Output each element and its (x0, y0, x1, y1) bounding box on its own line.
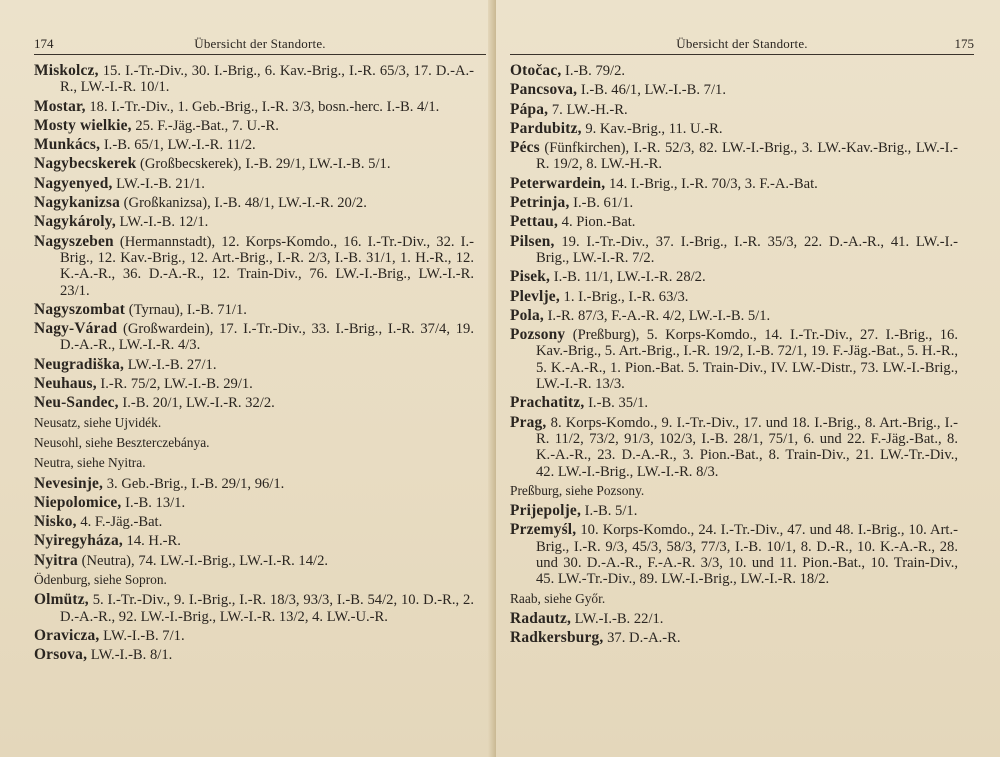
location-name: Olmütz, (34, 591, 89, 609)
location-name: Nagykároly, (34, 213, 116, 231)
location-entry (34, 495, 474, 511)
location-name: Przemyśl, (510, 521, 577, 539)
location-details: LW.-I.-B. 12/1. (115, 214, 209, 231)
left-page-number: 174 (34, 36, 54, 51)
right-running-title: Übersicht der Standorte. (676, 36, 808, 51)
location-entry (34, 455, 474, 471)
location-details: 18. I.-Tr.-Div., 1. Geb.-Brig., I.-R. 3/3, bosn.-herc. I.-B. 4/1. (85, 98, 440, 115)
location-entry (34, 647, 474, 663)
location-name: Nagyszeben (34, 232, 114, 250)
location-name: Neuhaus, (34, 375, 97, 393)
location-details: I.-B. 35/1. (584, 395, 649, 412)
location-entry (34, 395, 474, 411)
location-name: Munkács, (34, 136, 101, 154)
location-details: 15. I.-Tr.-Div., 30. I.-Brig., 6. Kav.-Brig., I.-R. 65/3, 17. D.-A.-R., LW.-I.-R. 10/1. (60, 63, 474, 96)
location-entry (34, 99, 474, 115)
location-name: Nevesinje, (34, 474, 104, 492)
location-entry (34, 376, 474, 392)
location-details: I.-R. 87/3, F.-A.-R. 4/2, LW.-I.-B. 5/1. (543, 307, 771, 324)
left-running-title: Übersicht der Standorte. (194, 36, 326, 51)
right-page (496, 0, 1000, 757)
location-name: Orsova, (34, 646, 88, 664)
location-name: Pilsen, (510, 232, 555, 250)
location-entry (34, 302, 474, 318)
location-details: I.-B. 13/1. (121, 494, 186, 511)
location-details: 8. Korps-Komdo., 9. I.-Tr.-Div., 17. und 18. I.-Brig., 8. Art.-Brig., I.-R. 11/2, 73/2, 91/3, 102/3, I.-B. 28/1, 75/1, 6. und 22. F.-Jäg.-Bat., 8. K.-A.-R., 23. D.-A.-R., 3. Pion.-Bat., 8. Train-Div., 21. LW.-Tr.-Div., 42. LW.-I.-Brig., LW.-I.-R. 8/3. (536, 414, 958, 480)
location-name: Pancsova, (510, 81, 578, 99)
location-name: Nyiregyháza, (34, 532, 123, 550)
location-name: Pardubitz, (510, 119, 582, 137)
location-entry (34, 357, 474, 373)
location-details: I.-B. 20/1, LW.-I.-R. 32/2. (118, 395, 275, 412)
location-name: Pettau, (510, 213, 558, 231)
location-details: 14. H.-R. (122, 533, 181, 550)
location-details: LW.-I.-B. 7/1. (99, 627, 185, 644)
location-details: I.-B. 46/1, LW.-I.-B. 7/1. (577, 82, 726, 99)
location-name: Miskolcz, (34, 62, 99, 79)
location-details: 10. Korps-Komdo., 24. I.-Tr.-Div., 47. und 48. I.-Brig., 10. Art.-Brig., I.-R. 9/3, 45/3, 58/3, 77/3, I.-B. 10/1, 8. D.-R., 10. K.-A.-R., 28. und 30. D.-A.-R., F.-A.-R. 3/3, 10. und 11. Pion.-Bat., 10. Train-Div., 45. LW.-Tr.-Div., 89. LW.-I.-Brig., LW.-I.-R. 18/2. (536, 522, 958, 588)
location-details: 4. Pion.-Bat. (558, 214, 636, 231)
location-entry (510, 308, 958, 324)
location-entry (34, 195, 474, 211)
location-details: Neutra, siehe Nyitra. (34, 455, 146, 471)
location-details: LW.-I.-B. 27/1. (124, 356, 217, 373)
location-details: (Fünfkirchen), I.-R. 52/3, 82. LW.-I.-Brig., 3. LW.-Kav.-Brig., LW.-I.-R. 19/2, 8. LW.-H.-R. (536, 140, 958, 173)
location-name: Pola, (510, 306, 544, 324)
location-details: I.-B. 11/1, LW.-I.-R. 28/2. (550, 269, 706, 286)
location-details: 7. LW.-H.-R. (548, 101, 628, 118)
location-details: 9. Kav.-Brig., 11. U.-R. (581, 120, 723, 137)
location-name: Nyitra (34, 551, 78, 569)
location-entry (34, 214, 474, 230)
location-entry (510, 121, 958, 137)
location-entry (510, 483, 958, 499)
location-details: Ödenburg, siehe Sopron. (34, 572, 167, 588)
location-entry (510, 327, 958, 392)
location-name: Otočac, (510, 62, 562, 79)
location-entry (510, 102, 958, 118)
location-name: Neugradiška, (34, 355, 125, 373)
location-details: LW.-I.-B. 22/1. (571, 610, 664, 627)
location-details: 14. I.-Brig., I.-R. 70/3, 3. F.-A.-Bat. (605, 175, 818, 192)
location-name: Nagybecskerek (34, 155, 137, 173)
location-details: 37. D.-A.-R. (603, 630, 681, 647)
left-page (0, 0, 496, 757)
location-name: Pápa, (510, 100, 549, 118)
location-details: I.-B. 5/1. (581, 503, 638, 520)
location-name: Neu-Sandec, (34, 394, 119, 412)
location-entry (510, 140, 958, 173)
location-details: Neusohl, siehe Beszterczebánya. (34, 434, 210, 450)
location-entry (510, 289, 958, 305)
location-name: Nagyenyed, (34, 174, 113, 192)
location-entry (34, 476, 474, 492)
location-entry (34, 137, 474, 153)
location-entry (510, 82, 958, 98)
location-details: (Großwardein), 17. I.-Tr.-Div., 33. I.-Brig., I.-R. 37/4, 19. D.-A.-R., LW.-I.-R. 4/3. (60, 321, 474, 354)
location-name: Nisko, (34, 513, 77, 531)
location-name: Peterwardein, (510, 174, 606, 192)
location-entry (34, 63, 474, 96)
location-details: I.-B. 65/1, LW.-I.-R. 11/2. (100, 137, 256, 154)
location-name: Prag, (510, 413, 547, 431)
location-entry (34, 628, 474, 644)
location-name: Petrinja, (510, 194, 570, 212)
location-entry (510, 591, 958, 607)
location-name: Niepolomice, (34, 493, 122, 511)
location-name: Plevlje, (510, 287, 560, 305)
location-entry (510, 269, 958, 285)
location-details: (Großkanizsa), I.-B. 48/1, LW.-I.-R. 20/2. (120, 195, 367, 212)
location-entry (510, 522, 958, 587)
location-name: Radkersburg, (510, 629, 604, 647)
location-details: Neusatz, siehe Ujvidék. (34, 414, 162, 430)
location-entry (34, 415, 474, 431)
location-name: Pécs (510, 139, 540, 157)
location-entry (510, 195, 958, 211)
location-details: (Neutra), 74. LW.-I.-Brig., LW.-I.-R. 14/2. (77, 552, 329, 569)
location-entry (510, 176, 958, 192)
location-entry (34, 234, 474, 299)
location-name: Prachatitz, (510, 394, 585, 412)
location-entry (510, 234, 958, 267)
location-entry (510, 415, 958, 480)
right-entry-list (510, 63, 958, 647)
location-details: 5. I.-Tr.-Div., 9. I.-Brig., I.-R. 18/3, 93/3, I.-B. 54/2, 10. D.-R., 2. D.-A.-R., 92. LW.-I.-Brig., LW.-I.-R. 13/2, 4. LW.-U.-R. (60, 592, 474, 625)
location-entry (34, 118, 474, 134)
location-entry (34, 572, 474, 588)
location-name: Nagykanizsa (34, 194, 121, 212)
location-details: I.-B. 79/2. (561, 63, 626, 79)
location-entry (510, 214, 958, 230)
location-details: (Tyrnau), I.-B. 71/1. (125, 301, 247, 318)
location-details: 25. F.-Jäg.-Bat., 7. U.-R. (131, 117, 279, 134)
location-details: I.-R. 75/2, LW.-I.-B. 29/1. (96, 376, 253, 393)
location-name: Oravicza, (34, 626, 100, 644)
location-details: Raab, siehe Győr. (510, 590, 606, 606)
location-details: 4. F.-Jäg.-Bat. (76, 514, 163, 531)
location-entry (34, 321, 474, 354)
location-details: LW.-I.-B. 21/1. (112, 175, 205, 192)
location-name: Mostar, (34, 97, 86, 115)
location-entry (34, 176, 474, 192)
location-name: Nagy-Várad (34, 320, 118, 338)
location-name: Mosty wielkie, (34, 116, 132, 134)
location-name: Nagyszombat (34, 300, 126, 318)
location-entry (34, 533, 474, 549)
location-details: (Großbecskerek), I.-B. 29/1, LW.-I.-B. 5/1. (136, 156, 391, 173)
location-details: Preßburg, siehe Pozsony. (510, 482, 645, 498)
right-running-head (510, 34, 974, 55)
location-entry (34, 435, 474, 451)
location-entry (510, 63, 958, 79)
right-page-number: 175 (954, 36, 974, 51)
left-running-head (34, 34, 486, 55)
location-details: 1. I.-Brig., I.-R. 63/3. (559, 288, 689, 305)
location-entry (34, 592, 474, 625)
location-details: I.-B. 61/1. (569, 195, 634, 212)
location-name: Radautz, (510, 609, 572, 627)
location-details: LW.-I.-B. 8/1. (87, 647, 173, 664)
location-entry (34, 156, 474, 172)
location-name: Pisek, (510, 268, 551, 286)
location-details: 3. Geb.-Brig., I.-B. 29/1, 96/1. (103, 475, 285, 492)
location-details: (Preßburg), 5. Korps-Komdo., 14. I.-Tr.-Div., 27. I.-Brig., 16. Kav.-Brig., 5. Art.-Brig., I.-R. 19/2, I.-B. 72/1, 19. F.-Jäg.-Bat., 5. H.-R., 5. K.-A.-R., 1. Pion.-Bat. 5. Train-Div., IV. LW.-Distr., 73. LW.-I.-Brig., LW.-I.-R. 13/3. (536, 327, 958, 393)
left-entry-list (34, 63, 474, 664)
location-details: 19. I.-Tr.-Div., 37. I.-Brig., I.-R. 35/3, 22. D.-A.-R., 41. LW.-I.-Brig., LW.-I.-R. 7/2. (536, 233, 958, 266)
location-entry (510, 395, 958, 411)
location-entry (510, 503, 958, 519)
location-entry (510, 611, 958, 627)
location-name: Prijepolje, (510, 502, 581, 520)
location-entry (510, 630, 958, 646)
location-entry (34, 514, 474, 530)
location-entry (34, 553, 474, 569)
location-name: Pozsony (510, 326, 566, 344)
location-details: (Hermannstadt), 12. Korps-Komdo., 16. I.-Tr.-Div., 32. I.-Brig., 12. Kav.-Brig., 12. Art.-Brig., I.-R. 2/3, I.-B. 31/1, 1. H.-R., 12. K.-A.-R., 36. D.-A.-R., 12. Train-Div., 76. LW.-I.-Brig., LW.-I.-R. 23/1. (60, 233, 474, 299)
